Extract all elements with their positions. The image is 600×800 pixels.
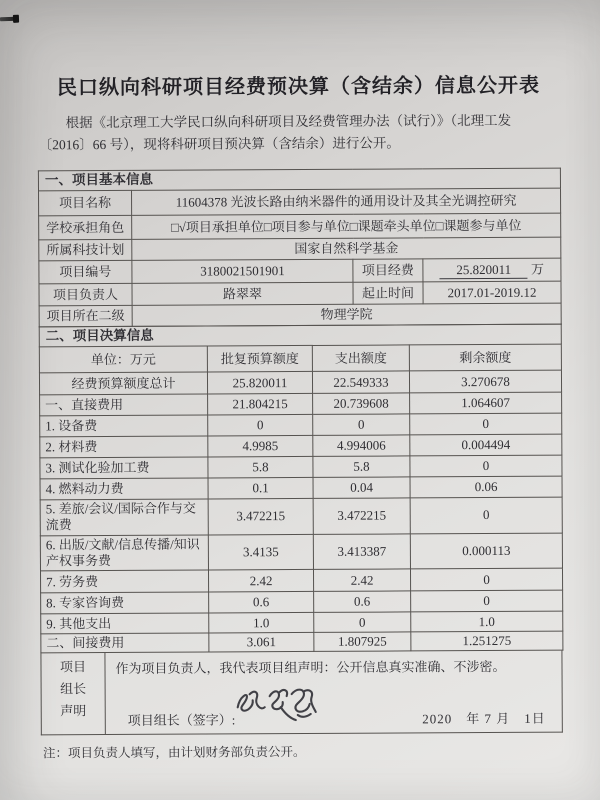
budget-cell-spent: 2.42 xyxy=(313,569,410,592)
project-name-value: 11604378 光波长路由纳米器件的通用设计及其全光调控研究 xyxy=(132,188,561,215)
budget-cell-remaining: 0.06 xyxy=(410,476,562,498)
budget-table xyxy=(39,324,564,654)
sign-date: 2020 年 7 月 1日 xyxy=(422,711,546,727)
budget-cell-approved: 3.472215 xyxy=(208,499,313,535)
budget-header-spent: 支出额度 xyxy=(312,345,409,372)
project-no-label: 项目编号 xyxy=(39,261,132,284)
budget-cell-spent: 3.472215 xyxy=(313,498,410,534)
budget-row-label: 2. 材料费 xyxy=(40,436,208,458)
budget-row-label: 8. 专家咨询费 xyxy=(41,592,209,614)
budget-header-remaining: 剩余额度 xyxy=(409,344,561,371)
budget-cell-approved: 3.4135 xyxy=(208,534,313,570)
budget-cell-spent: 0 xyxy=(313,414,410,436)
section-title-budget-info: 二、项目决算信息 xyxy=(39,324,561,347)
budget-row-labor xyxy=(40,568,562,593)
declaration-row xyxy=(40,651,562,736)
budget-cell-remaining: 0.000113 xyxy=(410,533,562,569)
funding-amount: 25.820011 xyxy=(440,261,528,279)
footer-note: 注：项目负责人填写，由计划财务部负责公开。 xyxy=(42,745,306,761)
declaration-statement: 作为项目负责人，我代表项目组声明：公开信息真实准确、不涉密。 xyxy=(115,659,506,677)
budget-cell-approved: 3.061 xyxy=(209,633,314,653)
budget-cell-approved: 2.42 xyxy=(208,570,313,593)
budget-row-label: 9. 其他支出 xyxy=(41,613,209,634)
project-name-label: 项目名称 xyxy=(39,191,132,216)
budget-cell-approved: 1.0 xyxy=(209,613,314,634)
budget-row-direct xyxy=(40,392,562,416)
department-value: 物理学院 xyxy=(132,303,561,326)
budget-row-label: 二、间接费用 xyxy=(41,633,209,653)
declaration-label-line: 项目 xyxy=(59,659,87,675)
budget-row-publication-ip xyxy=(40,533,562,571)
declaration-label-line: 组长 xyxy=(60,681,87,697)
budget-cell-spent: 0.6 xyxy=(314,591,411,613)
intro-paragraph xyxy=(39,110,559,156)
budget-cell-remaining: 1.064607 xyxy=(410,392,562,414)
budget-cell-spent: 22.549333 xyxy=(312,371,409,394)
duration-value: 2017.01-2019.12 xyxy=(423,281,561,304)
staple-mark xyxy=(0,17,18,22)
department-label: 项目所在二级 xyxy=(39,306,132,327)
leader-label: 项目负责人 xyxy=(39,284,132,306)
budget-row-label: 6. 出版/文献/信息传播/知识产权事务费 xyxy=(40,535,208,571)
budget-cell-remaining: 0 xyxy=(410,497,562,533)
budget-row-materials xyxy=(40,434,562,458)
budget-row-label: 4. 燃料动力费 xyxy=(40,478,208,500)
funding-value-cell xyxy=(423,258,561,282)
intro-line-2: 〔2016〕66 号），现将科研项目预决算（含结余）进行公开。 xyxy=(38,135,400,152)
budget-cell-spent: 20.739608 xyxy=(313,393,410,415)
budget-cell-approved: 4.9985 xyxy=(208,436,313,458)
school-role-label: 学校承担角色 xyxy=(39,216,132,240)
declaration-label-line: 声明 xyxy=(60,703,87,719)
budget-cell-remaining: 0 xyxy=(410,455,562,477)
school-role-checkboxes: □√项目承担单位□项目参与单位□课题牵头单位□课题参与单位 xyxy=(132,213,561,239)
signature-handwriting xyxy=(234,684,320,722)
duration-label: 起止时间 xyxy=(353,282,423,304)
budget-row-testing xyxy=(40,455,562,479)
budget-cell-spent: 4.994006 xyxy=(313,435,410,457)
budget-row-other xyxy=(41,611,563,634)
section-title-basic-info: 一、项目基本信息 xyxy=(38,168,560,191)
budget-row-total xyxy=(39,370,561,395)
budget-cell-approved: 25.820011 xyxy=(207,372,312,395)
budget-cell-remaining: 1.251275 xyxy=(411,631,563,651)
budget-header-unit: 单位：万元 xyxy=(39,346,207,373)
program-value: 国家自然科学基金 xyxy=(132,237,561,260)
budget-cell-spent: 0 xyxy=(314,612,411,633)
page-title: 民口纵向科研项目经费预决算（含结余）信息公开表 xyxy=(56,74,541,100)
budget-cell-remaining: 3.270678 xyxy=(409,370,561,393)
basic-info-table xyxy=(38,168,562,328)
budget-row-fuel-power xyxy=(40,476,562,500)
budget-row-travel-conference xyxy=(40,497,562,535)
project-no-value: 3180021501901 xyxy=(132,259,353,283)
budget-row-indirect xyxy=(41,631,563,653)
budget-cell-spent: 5.8 xyxy=(313,456,410,478)
budget-row-label: 一、直接费用 xyxy=(40,394,208,416)
budget-row-label: 1. 设备费 xyxy=(40,415,208,437)
program-label: 所属科技计划 xyxy=(39,240,132,261)
funding-label: 项目经费 xyxy=(353,259,423,282)
budget-row-label: 5. 差旅/会议/国际合作与交流费 xyxy=(40,499,208,535)
declaration-label xyxy=(41,653,105,734)
budget-cell-remaining: 0 xyxy=(410,568,562,591)
budget-cell-remaining: 0 xyxy=(411,590,563,612)
budget-row-label: 7. 劳务费 xyxy=(40,570,208,593)
budget-cell-remaining: 1.0 xyxy=(411,611,563,632)
budget-cell-approved: 21.804215 xyxy=(208,394,313,416)
budget-cell-remaining: 0 xyxy=(410,413,562,435)
budget-cell-approved: 0 xyxy=(208,415,313,437)
budget-header-approved: 批复预算额度 xyxy=(207,346,312,373)
budget-row-label: 经费预算额度总计 xyxy=(39,372,207,395)
funding-unit: 万 xyxy=(530,261,545,277)
declaration-body xyxy=(105,651,561,734)
budget-cell-approved: 0.1 xyxy=(208,478,313,500)
intro-line-1: 根据《北京理工大学民口纵向科研项目及经费管理办法（试行）》（北理工发 xyxy=(65,112,512,131)
budget-row-label: 3. 测试化验加工费 xyxy=(40,457,208,479)
budget-row-equipment xyxy=(40,413,562,437)
budget-cell-approved: 5.8 xyxy=(208,457,313,479)
budget-cell-remaining: 0.004494 xyxy=(410,434,562,456)
leader-name: 路翠翠 xyxy=(132,282,353,305)
budget-cell-spent: 1.807925 xyxy=(314,632,411,652)
budget-cell-approved: 0.6 xyxy=(209,592,314,614)
budget-row-consulting xyxy=(41,590,563,614)
budget-cell-spent: 3.413387 xyxy=(313,534,410,570)
sign-label: 项目组长（签字）: xyxy=(127,712,236,729)
budget-cell-spent: 0.04 xyxy=(313,477,410,499)
